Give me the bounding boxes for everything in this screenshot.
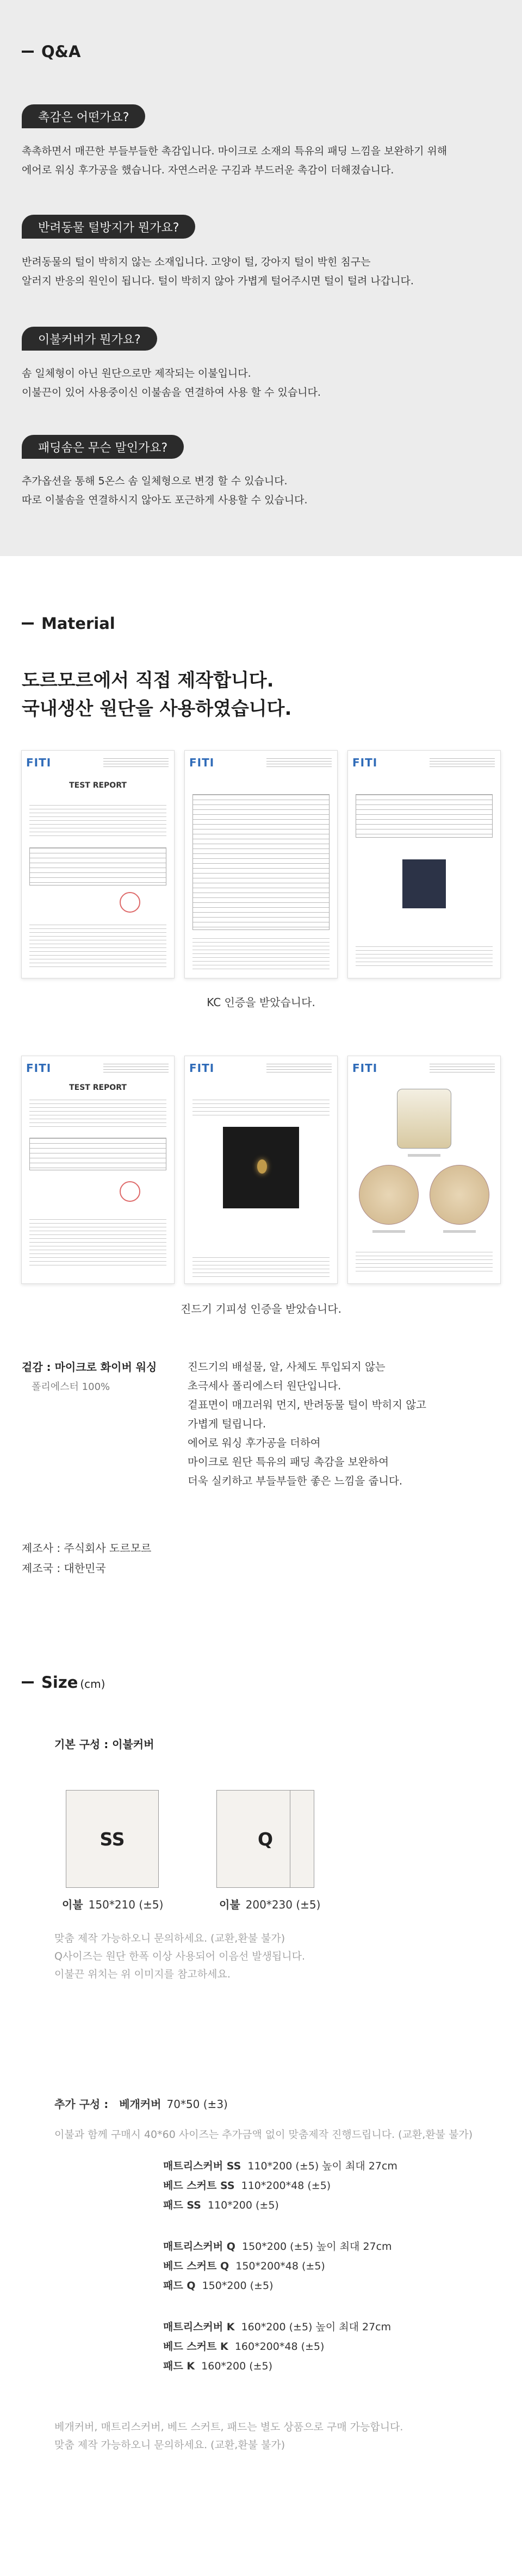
qa-question-4: 패딩솜은 무슨 말인가요?: [22, 435, 184, 459]
doc-header-lines: [266, 758, 332, 768]
item-dims: 160*200*48 (±5): [234, 2341, 325, 2353]
extra-item: 베개커버: [119, 2098, 161, 2111]
doc-text-lines: [29, 805, 166, 838]
doc-table: [192, 794, 330, 930]
doc-text-lines: [29, 925, 166, 968]
doc-text-lines: [356, 1252, 493, 1274]
qa-section: [0, 0, 522, 556]
certificate-image-mite-2: [184, 1056, 338, 1284]
note-line: 베개커버, 매트리스커버, 베드 스커트, 패드는 별도 상품으로 구매 가능합니다.: [54, 2421, 403, 2433]
size-title: [41, 1673, 105, 1692]
mattress-row: [163, 2256, 392, 2276]
cover-dims-q: [219, 1896, 320, 1912]
cover-size-code: Q: [257, 1828, 274, 1850]
stamp-icon: [120, 1181, 140, 1202]
cover-name: 이불: [62, 1898, 83, 1911]
doc-text-lines: [29, 1219, 166, 1268]
basic-composition-label: 기본 구성 : 이불커버: [54, 1738, 154, 1751]
item-dims: 110*200 (±5): [207, 2199, 279, 2211]
size-notes: [54, 1930, 500, 1984]
material-headline: [22, 666, 291, 723]
note-line: 맞춤 제작 가능하오니 문의하세요. (교환,환불 불가): [54, 1932, 285, 1944]
answer-line: 추가옵션을 통해 5온스 솜 일체형으로 변경 할 수 있습니다.: [22, 475, 288, 487]
answer-line: 에어로 워싱 후가공을 했습니다. 자연스러운 구김과 부드러운 촉감이 더해졌습니다.: [22, 164, 394, 176]
cover-diagram-ss: [66, 1790, 159, 1888]
certificate-image-kc-1: [21, 750, 175, 978]
doc-header-lines: [103, 1064, 169, 1074]
mattress-row: [163, 2356, 391, 2376]
heading-bar: [22, 622, 34, 625]
mattress-row: [163, 2317, 391, 2337]
headline-line: 도르모르에서 직접 제작합니다.: [22, 670, 274, 691]
fiti-logo: FITI: [352, 1062, 378, 1075]
answer-line: 솜 일체형이 아닌 원단으로만 제작되는 이불입니다.: [22, 367, 251, 379]
description-line: 겉표면이 매끄러워 먼지, 반려동물 털이 박히지 않고: [188, 1399, 426, 1411]
item-name: 베드 스커트 K: [163, 2341, 228, 2353]
size-unit: (cm): [80, 1677, 105, 1691]
answer-line: 촉촉하면서 매끈한 부들부들한 촉감입니다. 마이크로 소재의 특유의 패딩 느낌을 보완하기 위해: [22, 145, 448, 157]
item-dims: 160*200 (±5) 높이 최대 27cm: [241, 2321, 391, 2333]
qa-question-1: 촉감은 어떤가요?: [22, 104, 145, 128]
size-title-text: Size: [41, 1673, 78, 1692]
fabric-spec-label: 겉감 : 마이크로 화이버 워싱: [22, 1361, 157, 1374]
fiti-logo: FITI: [26, 1062, 52, 1075]
fabric-composition: 폴리에스터 100%: [32, 1381, 110, 1393]
headline-line: 국내생산 원단을 사용하였습니다.: [22, 698, 292, 720]
stamp-icon: [120, 892, 140, 913]
description-line: 더욱 실키하고 부들부들한 좋은 느낌을 줍니다.: [188, 1475, 403, 1487]
qa-answer-1: [22, 142, 500, 180]
answer-line: 알러지 반응의 원인이 됩니다. 털이 박히지 않아 가볍게 털어주시면 털이 털려 나갑니다.: [22, 275, 414, 287]
doc-table: [356, 794, 493, 838]
cover-dims: 150*210 (±5): [88, 1898, 164, 1911]
size-heading: [22, 1673, 105, 1692]
fiti-logo: FITI: [352, 756, 378, 769]
doc-text-lines: [356, 946, 493, 968]
item-name: 패드 Q: [163, 2280, 196, 2292]
doc-title: TEST REPORT: [69, 781, 127, 790]
doc-text-lines: [192, 938, 330, 971]
manufacturer: 제조사 : 주식회사 도르모르: [22, 1542, 152, 1555]
fiti-logo: FITI: [189, 1062, 215, 1075]
country-of-origin: 제조국 : 대한민국: [22, 1562, 106, 1575]
mattress-row: [163, 2195, 397, 2215]
certificate-image-mite-1: [21, 1056, 175, 1284]
qa-question-2: 반려동물 털방지가 뭔가요?: [22, 215, 195, 239]
heading-bar: [22, 51, 34, 53]
mattress-group-k: [163, 2317, 391, 2376]
petri-dish-image: [359, 1165, 419, 1225]
mattress-group-q: [163, 2237, 392, 2296]
certificate-image-kc-2: [184, 750, 338, 978]
item-dims: 110*200*48 (±5): [241, 2180, 331, 2192]
item-dims: 150*200*48 (±5): [235, 2260, 325, 2272]
cover-diagram-q: [216, 1790, 314, 1888]
item-dims: 110*200 (±5) 높이 최대 27cm: [247, 2160, 397, 2172]
mattress-group-ss: [163, 2156, 397, 2215]
doc-header-lines: [430, 758, 495, 768]
extra-dims: 70*50 (±3): [166, 2098, 228, 2111]
item-name: 매트리스커버 Q: [163, 2241, 235, 2253]
doc-text-lines: [192, 1100, 330, 1116]
item-dims: 160*200 (±5): [201, 2360, 273, 2372]
qa-answer-3: [22, 364, 500, 402]
cover-dims-ss: [62, 1896, 163, 1912]
doc-header-lines: [266, 1064, 332, 1074]
fiti-logo: FITI: [189, 756, 215, 769]
photo-caption: [443, 1230, 476, 1233]
answer-line: 이불끈이 있어 사용중이신 이불솜을 연결하여 사용 할 수 있습니다.: [22, 386, 321, 398]
item-name: 매트리스커버 SS: [163, 2160, 241, 2172]
qa-heading: [22, 42, 80, 61]
doc-header-lines: [430, 1064, 495, 1074]
qa-answer-4: [22, 472, 500, 510]
footer-notes: [54, 2418, 500, 2454]
certificate-image-mite-3: [347, 1056, 501, 1284]
cover-size-code: SS: [100, 1828, 125, 1850]
material-title: Material: [41, 614, 115, 633]
description-line: 초극세사 폴리에스터 원단입니다.: [188, 1380, 341, 1392]
caption-mite: 진드기 기피성 인증을 받았습니다.: [181, 1302, 341, 1315]
fiti-logo: FITI: [26, 756, 52, 769]
photo-caption: [372, 1230, 405, 1233]
item-name: 베드 스커트 SS: [163, 2180, 235, 2192]
doc-header-lines: [103, 758, 169, 768]
qa-title: Q&A: [41, 42, 81, 61]
note-line: 맞춤 제작 가능하오니 문의하세요. (교환,환불 불가): [54, 2439, 285, 2451]
extra-composition: [54, 2095, 228, 2111]
description-line: 진드기의 배설물, 알, 사체도 투입되지 않는: [188, 1361, 386, 1373]
fabric-sample-image: [402, 859, 446, 908]
mattress-row: [163, 2237, 392, 2256]
qa-question-3: 이불커버가 뭔가요?: [22, 327, 157, 351]
answer-line: 반려동물의 털이 박히지 않는 소재입니다. 고양이 털, 강아지 털이 박힌 침구는: [22, 256, 371, 268]
answer-line: 따로 이불솜을 연결하시지 않아도 포근하게 사용할 수 있습니다.: [22, 494, 308, 506]
material-heading: [22, 614, 115, 633]
doc-table: [29, 847, 166, 885]
note-line: Q사이즈는 원단 한폭 이상 사용되어 이음선 발생됩니다.: [54, 1950, 306, 1962]
mattress-row: [163, 2156, 397, 2176]
extra-note: 이불과 함께 구매시 40*60 사이즈는 추가금액 없이 맞춤제작 진행드립니다. (교환,환불 불가): [54, 2129, 473, 2141]
doc-table: [29, 1138, 166, 1170]
item-dims: 150*200 (±5): [202, 2280, 274, 2292]
cover-dims: 200*230 (±5): [245, 1898, 321, 1911]
item-name: 매트리스커버 K: [163, 2321, 235, 2333]
heading-bar: [22, 1681, 34, 1683]
cover-name: 이불: [219, 1898, 240, 1911]
item-name: 베드 스커트 Q: [163, 2260, 229, 2272]
mattress-row: [163, 2337, 391, 2356]
doc-text-lines: [192, 1257, 330, 1279]
item-name: 패드 K: [163, 2360, 195, 2372]
mattress-row: [163, 2176, 397, 2195]
caption-kc: KC 인증을 받았습니다.: [207, 996, 315, 1009]
item-name: 패드 SS: [163, 2199, 201, 2211]
photo-caption: [408, 1154, 440, 1157]
extra-label: 추가 구성 :: [54, 2098, 109, 2111]
description-line: 에어로 워싱 후가공을 더하여: [188, 1437, 321, 1449]
petri-dish-image: [430, 1165, 489, 1225]
doc-title: TEST REPORT: [69, 1083, 127, 1092]
description-line: 가볍게 털립니다.: [188, 1418, 266, 1430]
test-jar-image: [397, 1089, 451, 1149]
qa-answer-2: [22, 253, 500, 291]
fabric-description: [188, 1357, 503, 1490]
item-dims: 150*200 (±5) 높이 최대 27cm: [242, 2241, 392, 2253]
doc-text-lines: [29, 1100, 166, 1127]
description-line: 마이크로 원단 특유의 패딩 촉감을 보완하여: [188, 1456, 389, 1468]
certificate-image-kc-3: [347, 750, 501, 978]
note-line: 이불끈 위치는 위 이미지를 참고하세요.: [54, 1968, 231, 1980]
test-photo-image: [223, 1127, 299, 1208]
mattress-row: [163, 2276, 392, 2296]
